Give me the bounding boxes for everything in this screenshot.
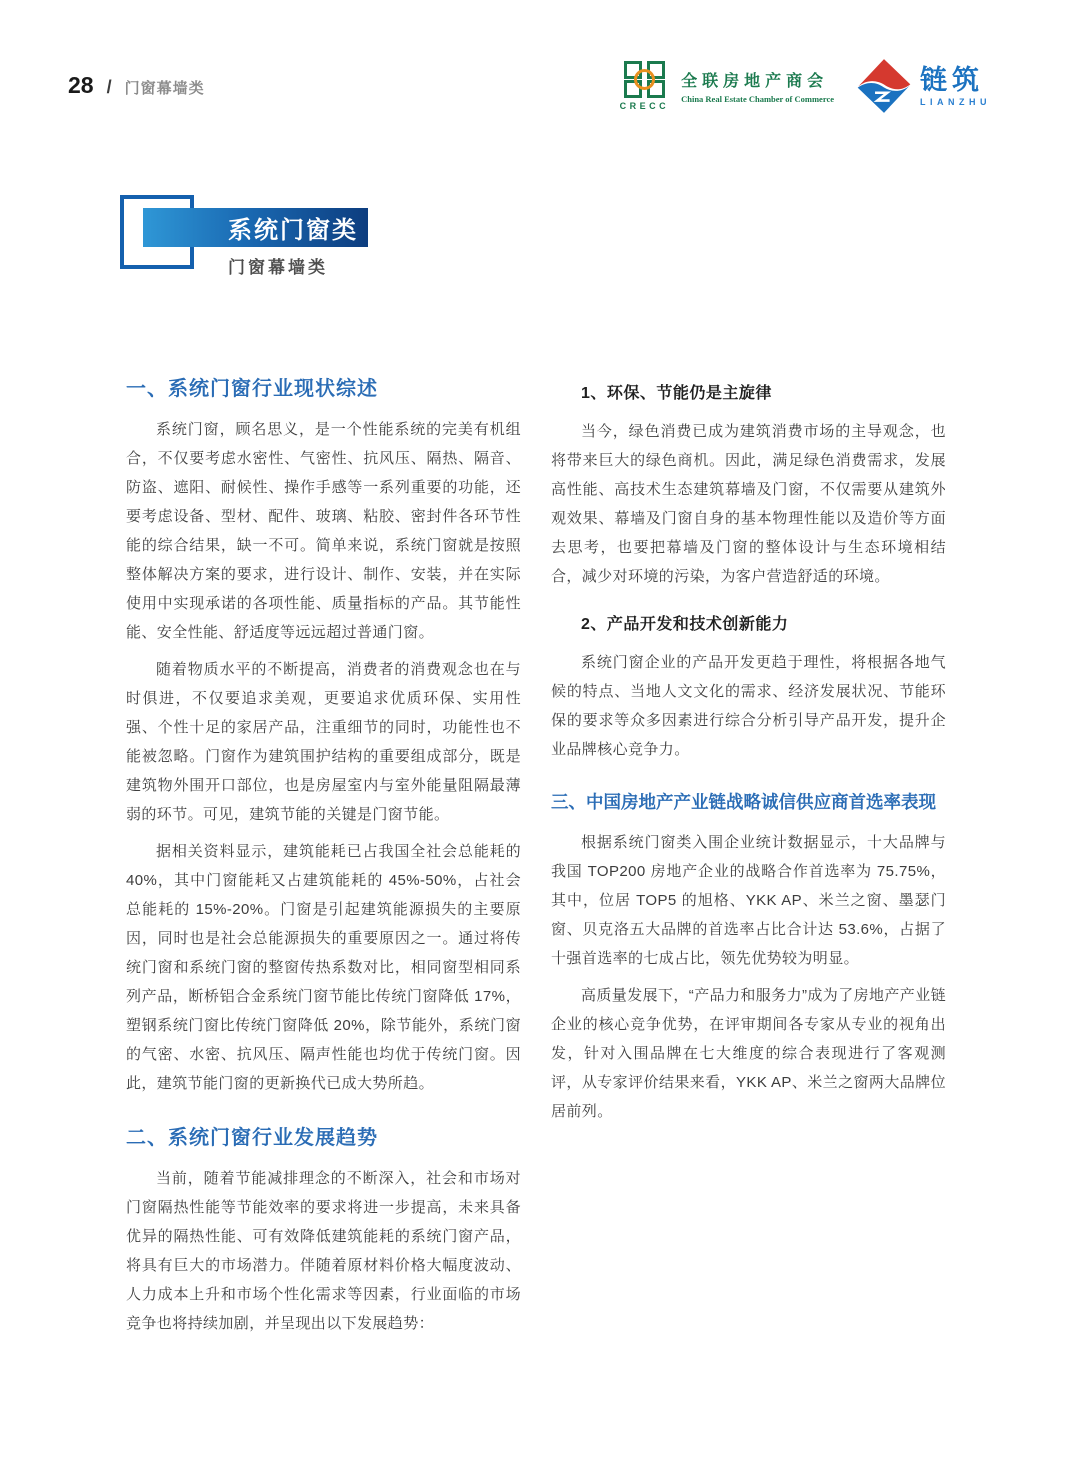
section1-paragraph-3: 据相关资料显示，建筑能耗已占我国全社会总能耗的 40%，其中门窗能耗又占建筑能耗的 45%-50%，占社会总能耗的 15%-20%。门窗是引起建筑能源损失的主要原因，同时也是社会总能源损失的重要原因之一。通过将传统门窗和系统门窗的整窗传热系数对比，相同窗型相同系列产品，断桥铝合金系统门窗节能比传统门窗降低 17%，塑钢系统门窗比传统门窗降低 20%，除节能外，系统门窗的气密、水密、抗风压、隔声性能也均优于传统门窗。因此，建筑节能门窗的更新换代已成大势所趋。 xyxy=(126,843,521,1092)
section2-paragraph-1: 当前，随着节能减排理念的不断深入，社会和市场对门窗隔热性能等节能效率的要求将进一步提高，未来具备优异的隔热性能、可有效降低建筑能耗的系统门窗产品，将具有巨大的市场潜力。伴随着原材料价格大幅度波动、人力成本上升和市场个性化需求等因素，行业面临的市场竞争也将持续加剧，并呈现出以下发展趋势： xyxy=(126,1170,521,1332)
lianzhu-name-cn: 链筑 xyxy=(920,65,984,95)
crecc-name-cn: 全联房地产商会 xyxy=(681,73,829,90)
document-body xyxy=(126,374,946,1346)
title-banner xyxy=(120,195,420,305)
section1-heading: 一、系统门窗行业现状综述 xyxy=(126,378,378,400)
banner-title: 系统门窗类 xyxy=(143,208,368,247)
left-column xyxy=(126,374,521,1346)
crecc-names xyxy=(681,68,834,104)
crecc-logo-mark xyxy=(620,61,670,111)
crecc-ring-icon xyxy=(634,69,655,90)
page-header xyxy=(68,72,205,99)
banner-subtitle: 门窗幕墙类 xyxy=(228,258,328,277)
lianzhu-name-en: LIANZHU xyxy=(920,97,991,107)
subsection1-paragraph-1: 当今，绿色消费已成为建筑消费市场的主导观念，也将带来巨大的绿色商机。因此，满足绿色消费需求，发展高性能、高技术生态建筑幕墙及门窗，不仅需要从建筑外观效果、幕墙及门窗自身的基本物理性能以及造价等方面去思考，也要把幕墙及门窗的整体设计与生态环境相结合，减少对环境的污染，为客户营造舒适的环境。 xyxy=(551,423,946,585)
crecc-name-en: China Real Estate Chamber of Commerce xyxy=(681,94,834,104)
crecc-squares-icon xyxy=(624,61,665,98)
header-logos xyxy=(620,58,991,114)
page-number: 28 xyxy=(68,72,94,98)
section2-heading: 二、系统门窗行业发展趋势 xyxy=(126,1127,378,1149)
section1-paragraph-2: 随着物质水平的不断提高，消费者的消费观念也在与时俱进，不仅要追求美观，更要追求优质环保、实用性强、个性十足的家居产品，注重细节的同时，功能性也不能被忽略。门窗作为建筑围护结构的重要组成部分，既是建筑物外围开口部位，也是房屋室内与室外能量阻隔最薄弱的环节。可见，建筑节能的关键是门窗节能。 xyxy=(126,661,521,823)
lianzhu-names xyxy=(920,65,991,107)
section3-heading: 三、中国房地产产业链战略诚信供应商首选率表现 xyxy=(551,792,936,812)
lianzhu-logo xyxy=(856,58,991,114)
crecc-logo xyxy=(620,61,834,111)
lianzhu-diamond-icon xyxy=(856,58,912,114)
section1-paragraph-1: 系统门窗，顾名思义，是一个性能系统的完美有机组合，不仅要考虑水密性、气密性、抗风压、隔热、隔音、防盗、遮阳、耐候性、操作手感等一系列重要的功能，还要考虑设备、型材、配件、玻璃、粘胶、密封件各环节性能的综合结果，缺一不可。简单来说，系统门窗就是按照整体解决方案的要求，进行设计、制作、安装，并在实际使用中实现承诺的各项性能、质量指标的产品。其节能性能、安全性能、舒适度等远远超过普通门窗。 xyxy=(126,421,521,641)
subsection1-heading: 1、环保、节能仍是主旋律 xyxy=(581,385,772,402)
right-column xyxy=(551,374,946,1346)
subsection2-heading: 2、产品开发和技术创新能力 xyxy=(581,616,789,633)
crecc-acronym: CRECC xyxy=(619,101,670,111)
subsection2-paragraph-1: 系统门窗企业的产品开发更趋于理性，将根据各地气候的特点、当地人文文化的需求、经济发展状况、节能环保的要求等众多因素进行综合分析引导产品开发，提升企业品牌核心竞争力。 xyxy=(551,654,946,758)
section3-paragraph-2: 高质量发展下，“产品力和服务力”成为了房地产产业链企业的核心竞争优势，在评审期间各专家从专业的视角出发，针对入围品牌在七大维度的综合表现进行了客观测评，从专家评价结果来看，YKK AP、米兰之窗两大品牌位居前列。 xyxy=(551,987,946,1120)
page-header-separator: / xyxy=(106,77,112,97)
page-header-section-label: 门窗幕墙类 xyxy=(124,80,205,97)
section3-paragraph-1: 根据系统门窗类入围企业统计数据显示，十大品牌与我国 TOP200 房地产企业的战略合作首选率为 75.75%，其中，位居 TOP5 的旭格、YKK AP、米兰之窗、墨瑟门窗、贝克洛五大品牌的首选率占比合计达 53.6%，占据了十强首选率的七成占比，领先优势较为明显。 xyxy=(551,834,946,967)
